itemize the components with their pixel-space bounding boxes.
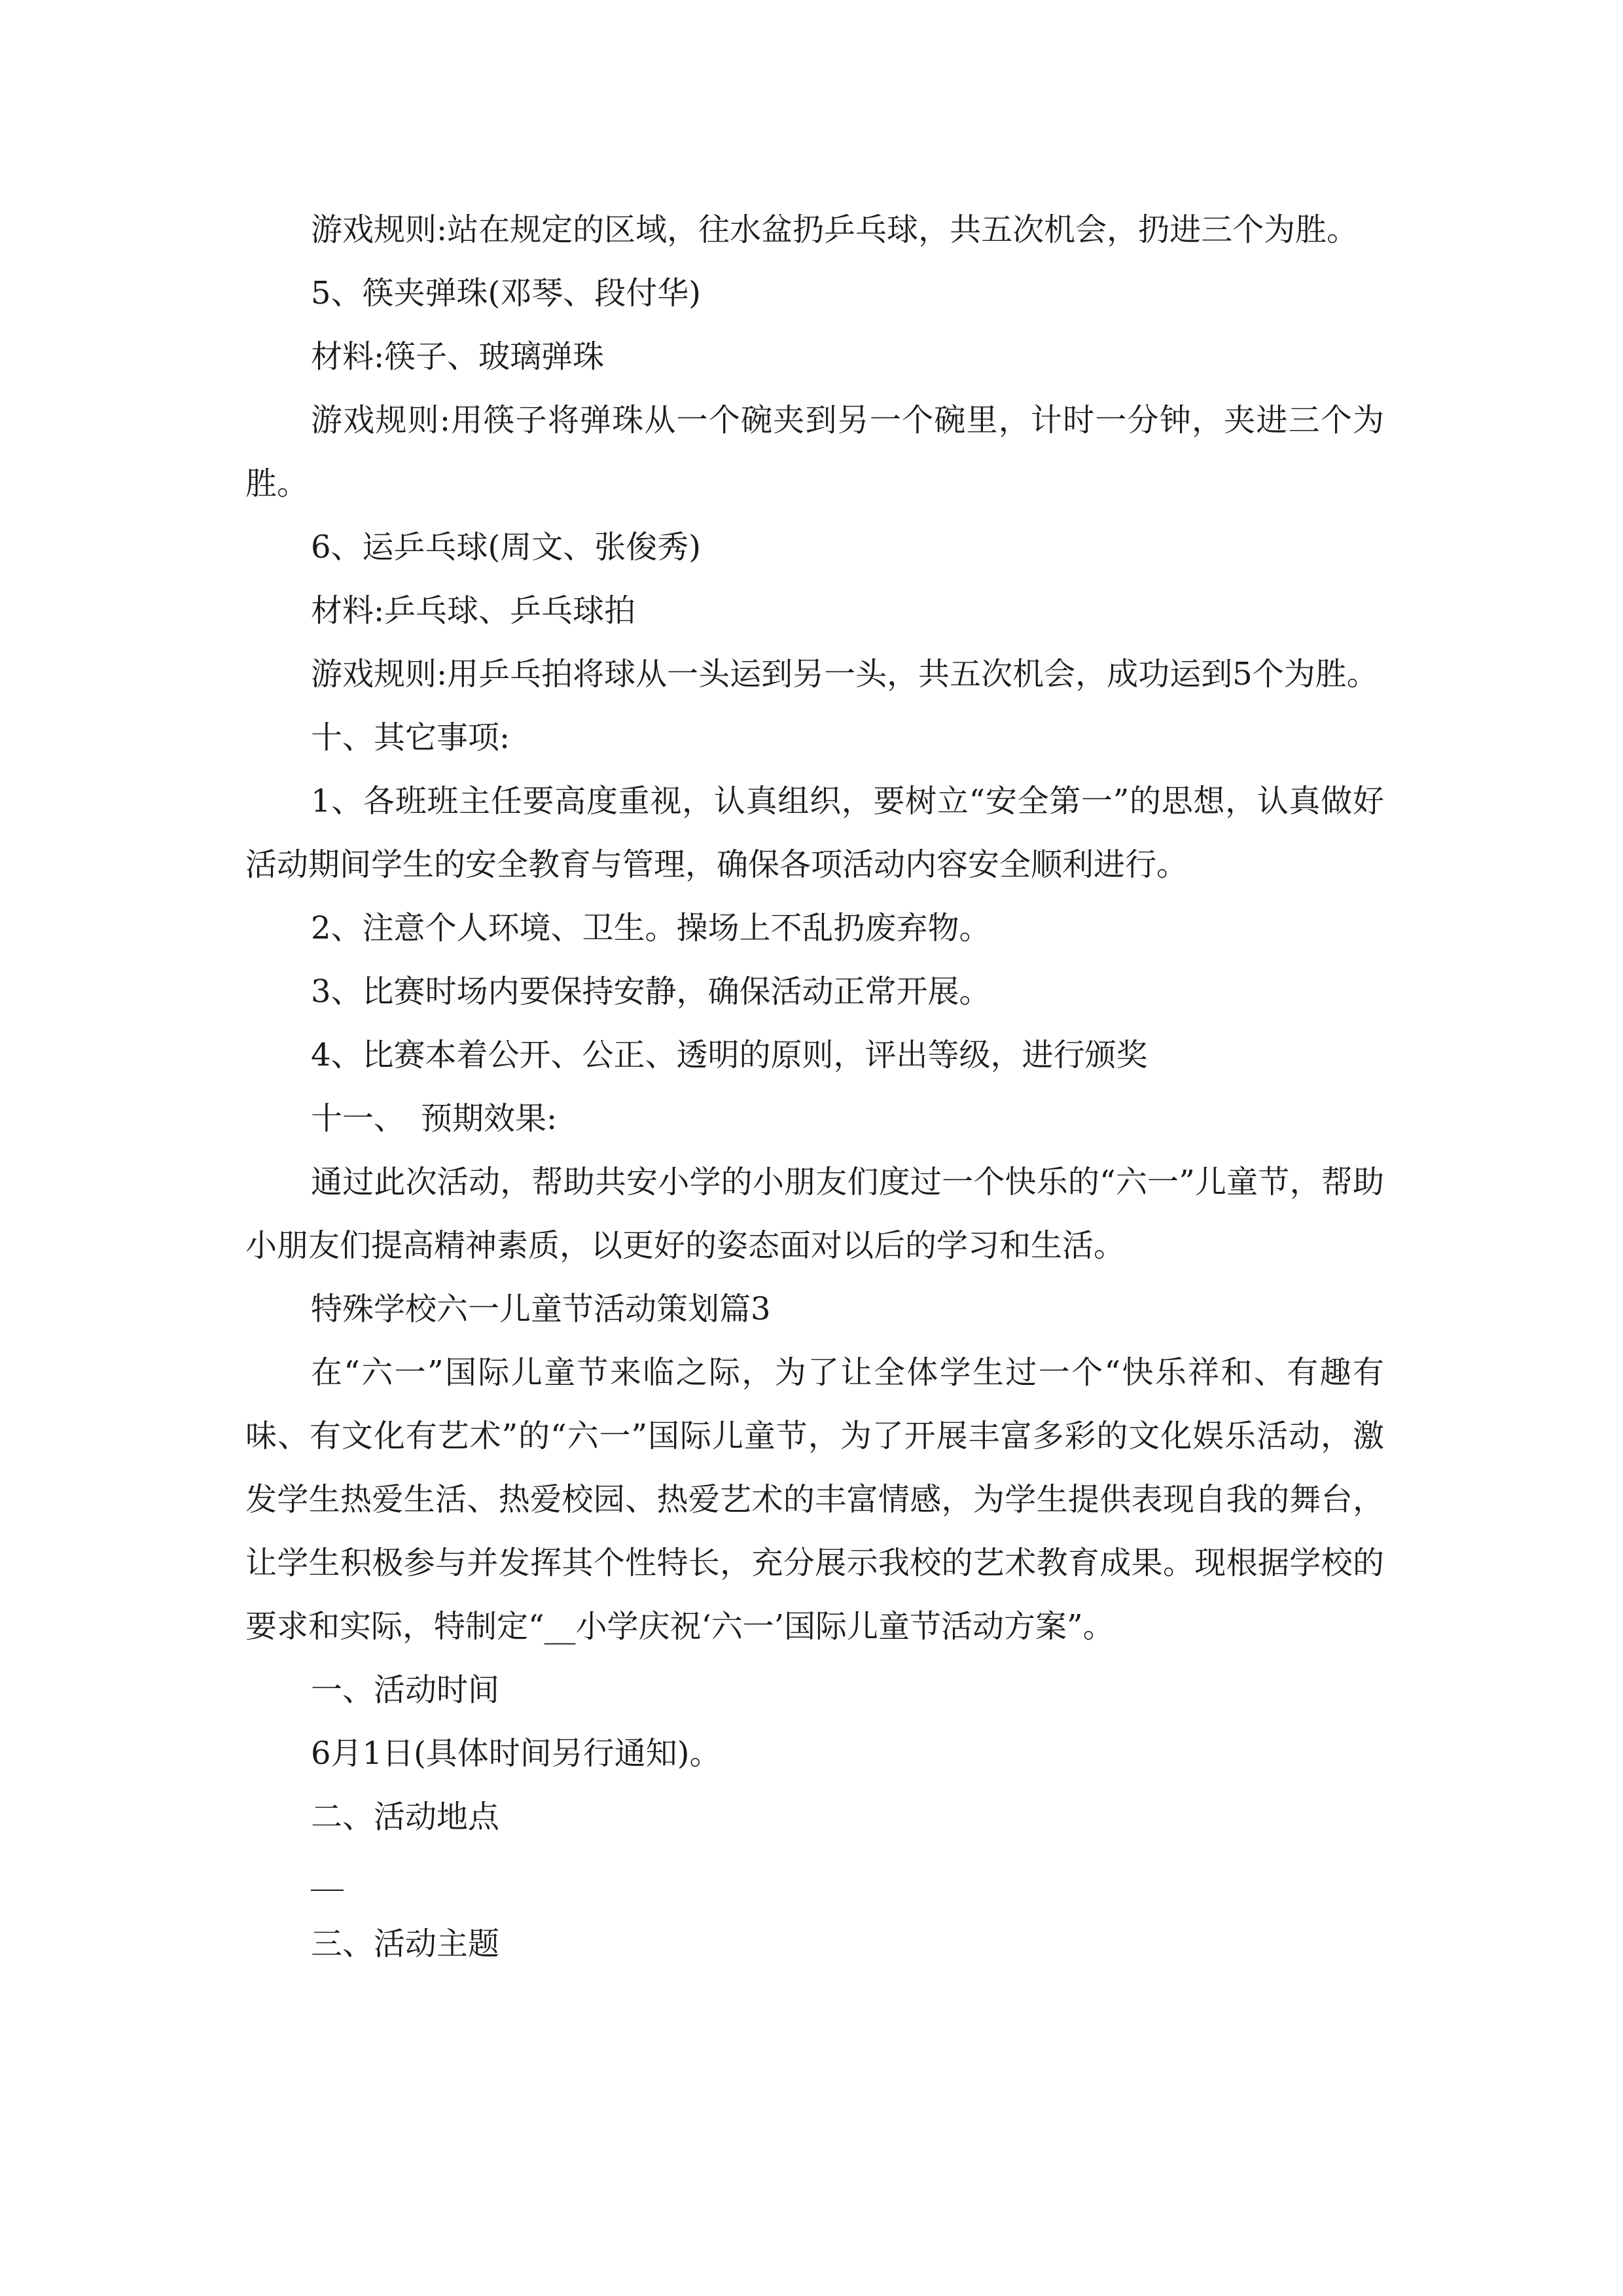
paragraph-rule-pingpong-toss: 游戏规则:站在规定的区域，往水盆扔乒乓球，共五次机会，扔进三个为胜。 <box>311 211 1359 248</box>
section-heading-other-matters: 十、其它事项: <box>311 719 510 756</box>
blank-underline <box>311 1890 344 1891</box>
paragraph-other-item-4: 4、比赛本着公开、公正、透明的原则，评出等级，进行颁奖 <box>311 1037 1148 1073</box>
section-heading-activity-location: 二、活动地点 <box>311 1799 500 1835</box>
paragraph-activity-time: 6月1日(具体时间另行通知)。 <box>311 1735 721 1772</box>
section-heading-activity-theme: 三、活动主题 <box>311 1926 500 1962</box>
paragraph-expected-effect: 通过此次活动，帮助共安小学的小朋友们度过一个快乐的“六一”儿童节，帮助小朋友们提高精神素质，以更好的姿态面对以后的学习和生活。 <box>245 1164 1384 1264</box>
section-heading-expected-effect: 十一、 预期效果: <box>311 1100 558 1137</box>
paragraph-game-5-rule: 游戏规则:用筷子将弹珠从一个碗夹到另一个碗里，计时一分钟，夹进三个为胜。 <box>245 402 1384 502</box>
paragraph-introduction: 在“六一”国际儿童节来临之际，为了让全体学生过一个“快乐祥和、有趣有味、有文化有艺术”的“六一”国际儿童节，为了开展丰富多彩的文化娱乐活动，激发学生热爱生活、热爱校园、热爱艺术的丰富情感，为学生提供表现自我的舞台，让学生积极参与并发挥其个性特长，充分展示我校的艺术教育成果。现根据学校的要求和实际，特制定“__小学庆祝‘六一’国际儿童节活动方案”。 <box>245 1354 1384 1645</box>
document-body <box>245 198 1384 1976</box>
blank-location-line <box>245 1849 1384 1912</box>
paragraph-game-6-materials: 材料:乒乓球、乒乓球拍 <box>311 592 636 629</box>
paragraph-other-item-1: 1、各班班主任要高度重视，认真组织，要树立“安全第一”的思想，认真做好活动期间学生的安全教育与管理，确保各项活动内容安全顺利进行。 <box>245 783 1384 883</box>
paragraph-game-6-rule: 游戏规则:用乒乓拍将球从一头运到另一头，共五次机会，成功运到5个为胜。 <box>311 656 1378 692</box>
paragraph-other-item-2: 2、注意个人环境、卫生。操场上不乱扔废弃物。 <box>311 910 991 946</box>
paragraph-game-5-materials: 材料:筷子、玻璃弹珠 <box>311 338 605 375</box>
paragraph-game-6-title: 6、运乒乓球(周文、张俊秀) <box>311 529 701 565</box>
paragraph-game-5-title: 5、筷夹弹珠(邓琴、段付华) <box>311 275 701 312</box>
paragraph-other-item-3: 3、比赛时场内要保持安静，确保活动正常开展。 <box>311 973 991 1010</box>
article-title-part-3: 特殊学校六一儿童节活动策划篇3 <box>311 1291 771 1327</box>
section-heading-activity-time: 一、活动时间 <box>311 1672 500 1708</box>
